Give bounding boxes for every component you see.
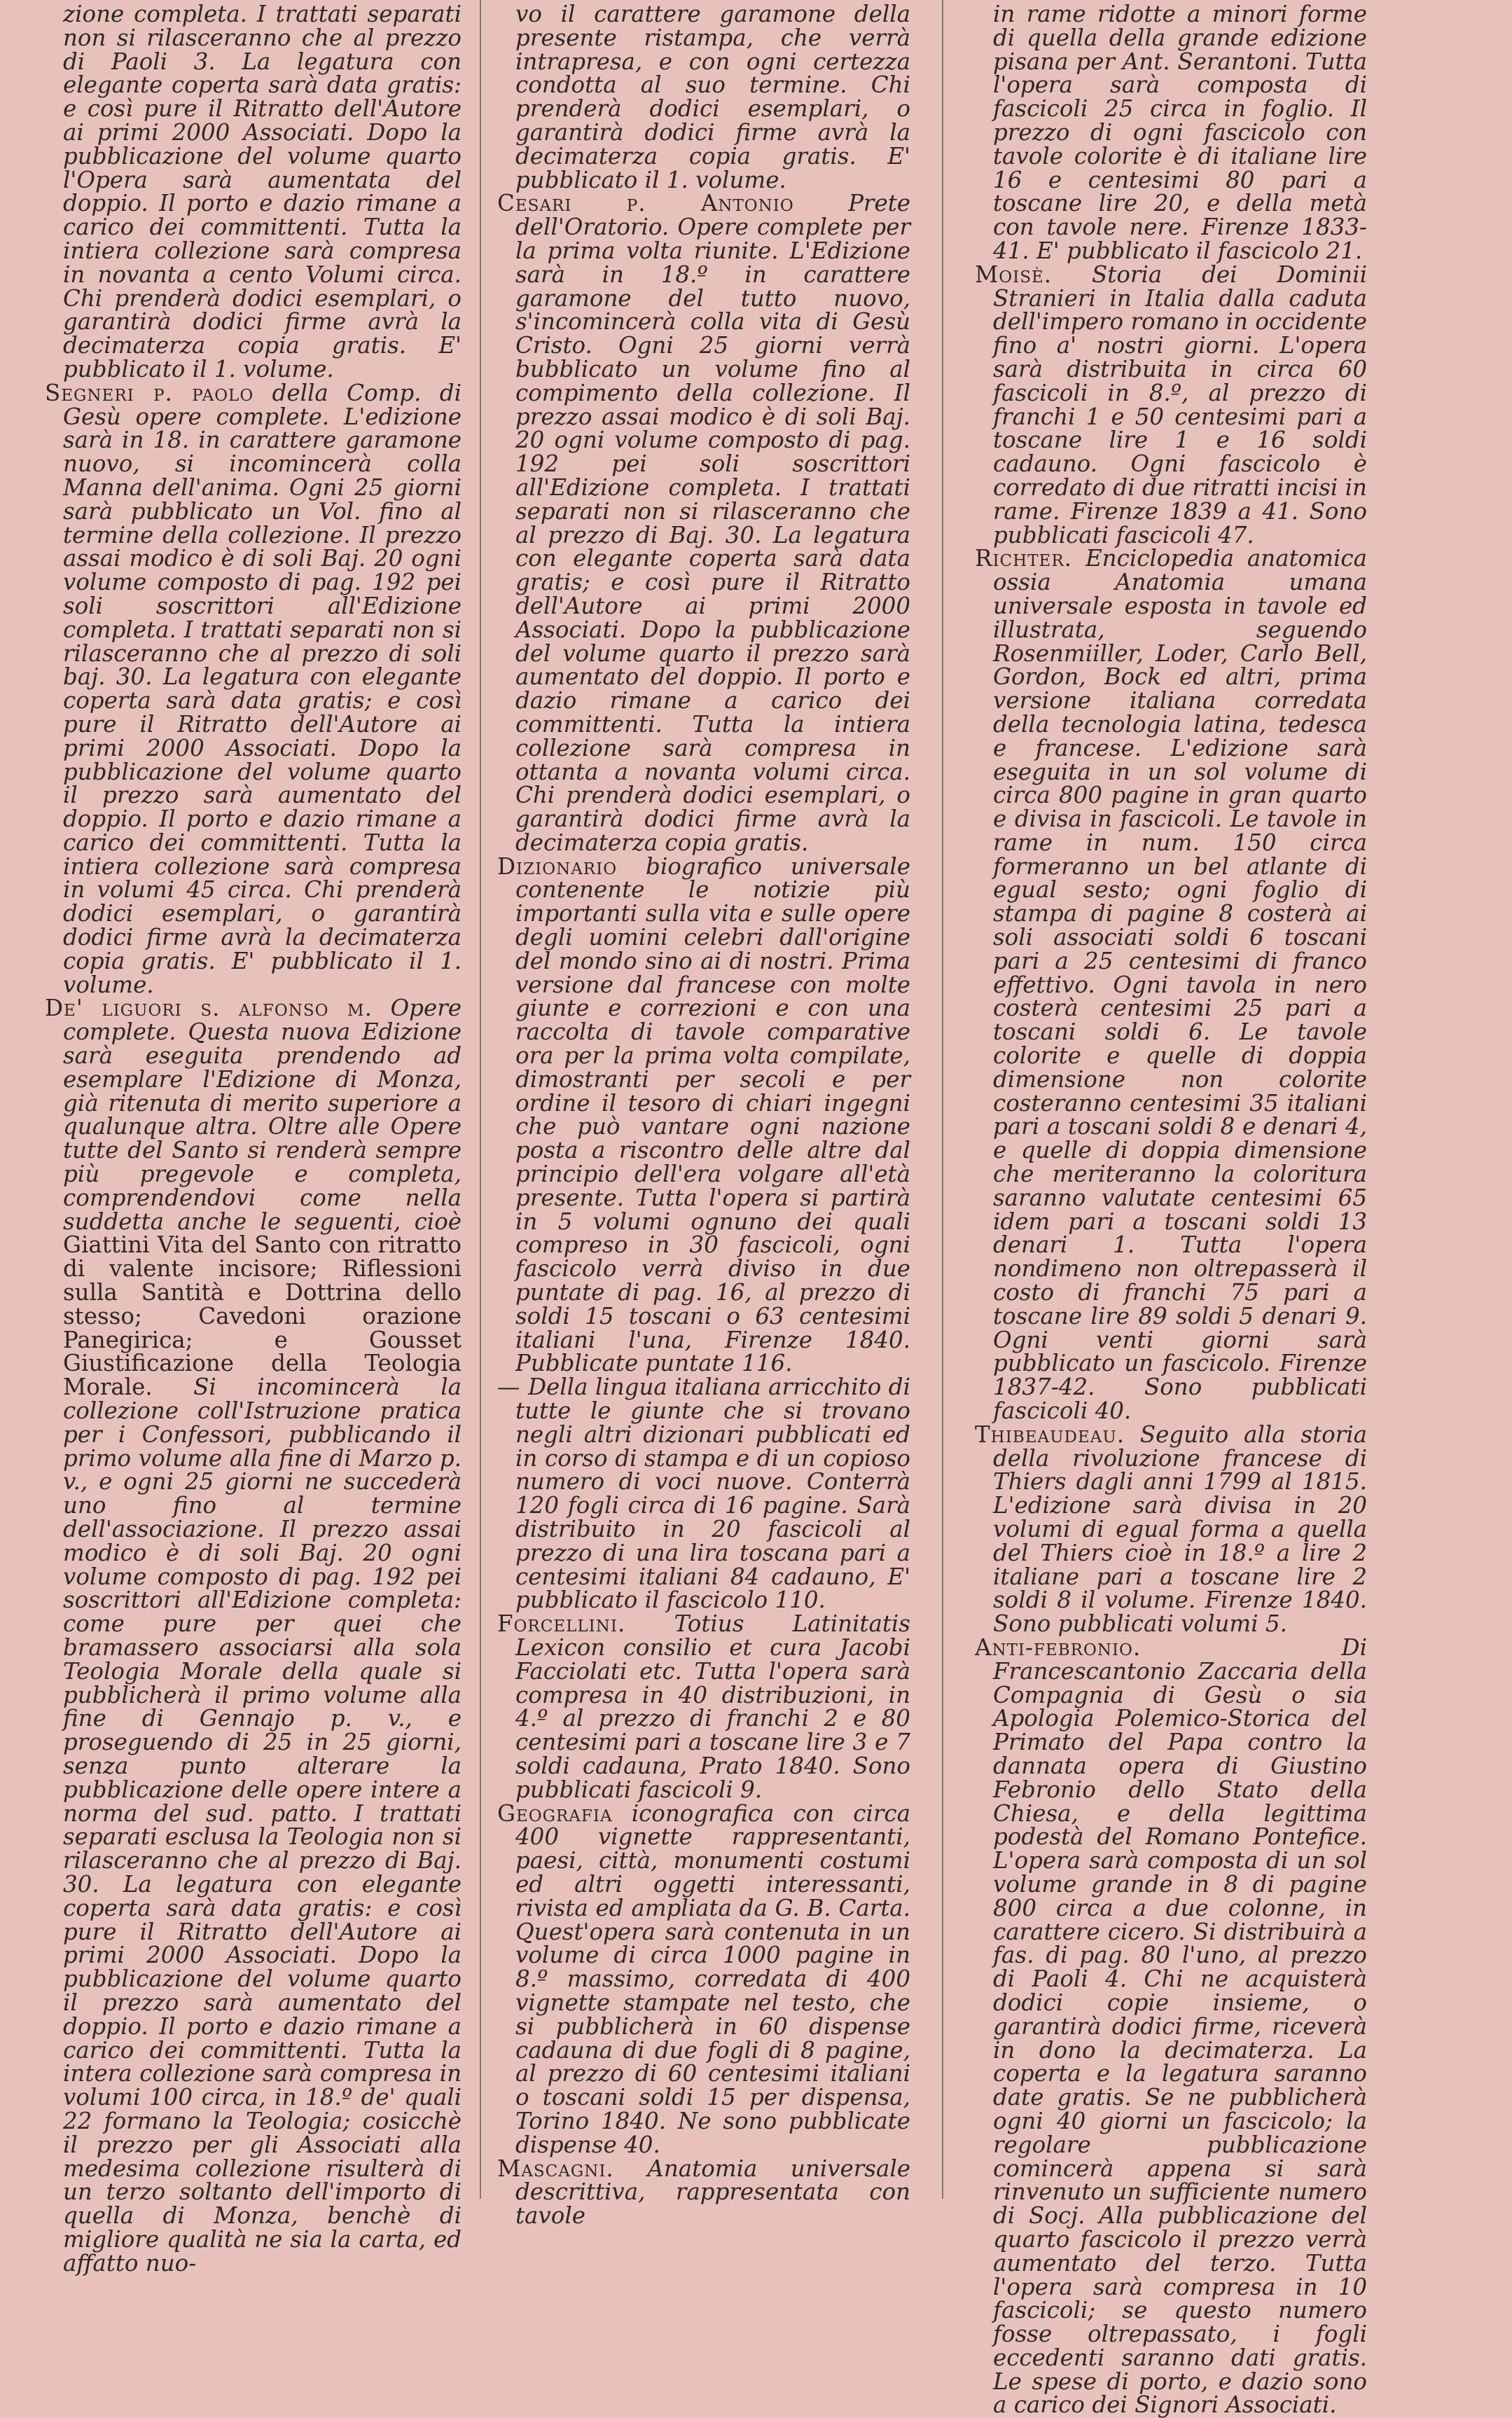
- entry-heading: Mascagni.: [497, 2155, 614, 2182]
- entry-dizionario: [497, 852, 910, 1377]
- entry-dizionario-lingua: [497, 1376, 910, 1612]
- entry-heading: De' liguori s. alfonso m.: [45, 995, 373, 1022]
- entry-richter: [975, 547, 1367, 1423]
- entry-text: Opere complete. Questa nuova Edizione sarà eseguita prendendo ad esemplare l'Edizione di Monza, già ritenuta di merito superiore a qualunque altra. Oltre alle Opere tutte del Santo si renderà sempre più pregevole e completa, comprendendovi come nella suddetta anche le seguenti, cioè: [63, 995, 462, 1235]
- entry-heading: Geografia: [497, 1799, 613, 1827]
- entry-thibeaudeau: [975, 1423, 1367, 1636]
- entry-anti-febronio: [975, 1633, 1367, 2418]
- column-right: [975, 3, 1367, 2417]
- entry-text: iconografica con circa 400 vignette rappresentanti, paesi, città, monumenti costumi ed altri oggetti interessanti, rivista ed ampliata da G. B. Carta. Quest'opera sarà contenuta in un volume di circa 1000 pagine in 8.º massimo, corredata di 400 vignette stampate nel testo, che si pubblicherà in 60 dispense cadauna di due fogli di 8 pagine, al prezzo di 60 centesimi italiani o toscani soldi 15 per dispensa, Torino 1840. Ne sono pubblicate dispense 40.: [515, 1799, 910, 2158]
- entry-text: Storia dei Dominii Stranieri in Italia dalla caduta dell'impero romano in occidente fino a' nostri giorni. L'opera sarà distribuita in circa 60 fascicoli in 8.º, al prezzo di franchi 1 e 50 centesimi pari a toscane lire 1 e 16 soldi cadauno. Ogni fascicolo è corredato di due ritratti incisi in rame. Firenze 1839 a 41. Sono pubblicati fascicoli 47.: [993, 261, 1367, 548]
- entry-cesari: [497, 192, 910, 855]
- entry-text: Seguito alla storia della rivoluzione francese di Thiers dagli anni 1799 al 1815. L'edizione sarà divisa in 20 volumi di egual forma a quella del Thiers cioè in 18.º a lire 2 italiane pari a toscane lire 2 soldi 8 il volume. Firenze 1840. Sono pubblicati volumi 5.: [993, 1421, 1367, 1638]
- column-left: [45, 3, 462, 2276]
- entry-heading: Forcellini.: [497, 1610, 626, 1638]
- column-rule: [480, 0, 481, 2199]
- entry-heading: —: [497, 1374, 521, 1401]
- entry-text-roman: Giattini Vita del Santo con ritratto di valente incisore; Riflessioni sulla Santità e Dottrina dello stesso; Cavedoni orazione Panegirica; e Gousset Giustificazione della Teologia Morale.: [63, 1231, 462, 1401]
- column-middle: [497, 3, 910, 2228]
- continued-entry: in rame ridotte a minori forme di quella della grande edizione pisana per Ant. Serantoni. Tutta l'opera sarà composta di fascicoli 25 circa in foglio. Il prezzo di ogni fascicolo con tavole colorite è di italiane lire 16 e centesimi 80 pari a toscane lire 20, e della metà con tavole nere. Firenze 1833-41. E' pubblicato il fascicolo 21.: [993, 1, 1367, 264]
- entry-heading: Thibeaudeau.: [975, 1421, 1125, 1448]
- continued-entry: zione completa. I trattati separati non si rilasceranno che al prezzo di Paoli 3. La legatura con elegante coperta sarà data gratis: e così pure il Ritratto dell'Autore ai primi 2000 Associati. Dopo la pubblicazione del volume quarto l'Opera sarà aumentata del doppio. Il porto e dazio rimane a carico dei committenti. Tutta la intiera collezione sarà compresa in novanta a cento Volumi circa. Chi prenderà dodici esemplari, o garantirà dodici firme avrà la decimaterza copia gratis. E' pubblicato il 1. volume.: [63, 1, 462, 382]
- entry-text: Totius Latinitatis Lexicon consilio et cura Jacobi Facciolati etc. Tutta l'opera sarà compresa in 40 distribuzioni, in 4.º al prezzo di franchi 2 e 80 centesimi pari a toscane lire 3 e 7 soldi cadauna, Prato 1840. Sono pubblicati fascicoli 9.: [515, 1610, 910, 1803]
- entry-text: della Comp. di Gesù opere complete. L'edizione sarà in 18. in carattere garamone nuovo, si incomincerà colla Manna dell'anima. Ogni 25 giorni sarà pubblicato un Vol. fino al termine della collezione. Il prezzo assai modico è di soli Baj. 20 ogni volume composto di pag. 192 pei soli soscrittori all'Edizione completa. I trattati separati non si rilasceranno che al prezzo di soli baj. 30. La legatura con elegante coperta sarà data gratis; e così pure il Ritratto dell'Autore ai primi 2000 Associati. Dopo la pubblicazione del volume quarto il prezzo sarà aumentato del doppio. Il porto e dazio rimane a carico dei committenti. Tutta la intiera collezione sarà compresa in volumi 45 circa. Chi prenderà dodici esemplari, o garantirà dodici firme avrà la decimaterza copia gratis. E' pubblicato il 1. volume.: [63, 379, 462, 998]
- entry-text: Anatomia universale descrittiva, rappresentata con tavole: [515, 2155, 910, 2230]
- entry-text: biografico universale contenente le notizie più importanti sulla vita e sulle opere degli uomini celebri dall'origine del mondo sino ai di nostri. Prima versione dal francese con molte giunte e correzioni e con una raccolta di tavole comparative ora per la prima volta compilate, dimostranti per secoli e per ordine il tesoro di chiari ingegni che può vantare ogni nazione posta a riscontro delle altre dal principio dell'era volgare all'età presente. Tutta l'opera si partirà in 5 volumi ognuno dei quali compreso in 30 fascicoli, ogni fascicolo verrà diviso in due puntate di pag. 16, al prezzo di soldi 15 toscani o 63 centesimi italiani l'una, Firenze 1840. Pubblicate puntate 116.: [515, 852, 910, 1377]
- entry-text: Enciclopedia anatomica ossia Anatomia umana universale esposta in tavole ed illustrata, seguendo Rosenmiiller, Loder, Carlo Bell, Gordon, Bock ed altri, prima versione italiana corredata della tecnologia latina, tedesca e francese. L'edizione sarà eseguita in un sol volume di circa 800 pagine in gran quarto e divisa in fascicoli. Le tavole in rame in num. 150 circa formeranno un bel atlante di egual sesto; ogni foglio di stampa di pagine 8 costerà ai soli associati soldi 6 toscani pari a 25 centesimi di franco effettivo. Ogni tavola in nero costerà centesimi 25 pari a toscani soldi 6. Le tavole colorite e quelle di doppia dimensione non colorite costeranno centesimi 35 italiani pari a toscani soldi 8 e denari 4, e quelle di doppia dimensione che meriteranno la coloritura saranno valutate centesimi 65 idem pari a toscani soldi 13 denari 1. Tutta l'opera nondimeno non oltrepasserà il costo di franchi 75 pari a toscane lire 89 soldi 5 denari 9. Ogni venti giorni sarà pubblicato un fascicolo. Firenze 1837-42. Sono pubblicati fascicoli 40.: [993, 545, 1367, 1425]
- entry-segneri: [45, 379, 462, 998]
- entry-mascagni: [497, 2157, 910, 2228]
- entry-heading: Cesari p. Antonio: [497, 190, 794, 217]
- entry-text: Prete dell'Oratorio. Opere complete per la prima volta riunite. L'Edizione sarà in 18.º in carattere garamone del tutto nuovo, s'incomincerà colla vita di Gesù Cristo. Ogni 25 giorni verrà bubblicato un volume fino al compimento della collezione. Il prezzo assai modico è di soli Baj. 20 ogni volume composto di pag. 192 pei soli soscrittori all'Edizione completa. I trattati separati non si rilasceranno che al prezzo di Baj. 30. La legatura con elegante coperta sarà data gratis; e così pure il Ritratto dell'Autore ai primi 2000 Associati. Dopo la pubblicazione del volume quarto il prezzo sarà aumentato del doppio. Il porto e dazio rimane a carico dei committenti. Tutta la intiera collezione sarà compresa in ottanta a novanta volumi circa. Chi prenderà dodici esemplari, o garantirà dodici firme avrà la decimaterza copia gratis.: [515, 190, 910, 856]
- entry-text: Della lingua italiana arricchito di tutte le giunte che si trovano negli altri dizionari pubblicati ed in corso di stampa e di un copioso numero di voci nuove. Conterrà 120 fogli circa di 16 pagine. Sarà distribuito in 20 fascicoli al prezzo di una lira toscana pari a centesimi italiani 84 cadauno, E' pubblicato il fascicolo 110.: [515, 1374, 910, 1614]
- entry-de-liguori: [45, 997, 462, 2275]
- entry-moise: [975, 263, 1367, 548]
- entry-heading: Dizionario: [497, 852, 618, 880]
- entry-heading: Moisè.: [975, 261, 1053, 288]
- column-rule: [942, 0, 943, 2199]
- entry-text: Di Francescantonio Zaccaria della Compagnia di Gesù o sia Apologia Polemico-Storica del Primato del Papa contro la dannata opera di Giustino Febronio dello Stato della Chiesa, e della legittima podestà del Romano Pontefice. L'opera sarà composta di un sol volume grande in 8 di pagine 800 circa a due colonne, in carattere cicero. Si distribuirà a fas. di pag. 80 l'uno, al prezzo di Paoli 4. Chi ne acquisterà dodici copie insieme, o garantirà dodici firme, riceverà in dono la decimaterza. La coperta e la legatura saranno date gratis. Se ne pubblicherà ogni 40 giorni un fascicolo; la regolare pubblicazione comincerà appena si sarà rinvenuto un sufficiente numero di Socj. Alla pubblicazione del quarto fascicolo il prezzo verrà aumentato del terzo. Tutta l'opera sarà compresa in 10 fascicoli; se questo numero fosse oltrepassato, i fogli eccedenti saranno dati gratis. Le spese di porto, e dazio sono a carico dei Signori Associati.: [993, 1633, 1367, 2418]
- entry-forcellini: [497, 1612, 910, 1802]
- entry-heading: Segneri p. paolo: [45, 379, 254, 406]
- entry-heading: Anti-febronio.: [975, 1633, 1142, 1661]
- continued-entry: vo il carattere garamone della presente ristampa, che verrà intrapresa, e con ogni certezza condotta al suo termine. Chi prenderà dodici esemplari, o garantirà dodici firme avrà la decimaterza copia gratis. E' pubblicato il 1. volume.: [515, 1, 910, 193]
- entry-heading: Richter.: [975, 545, 1072, 572]
- entry-geografia: [497, 1799, 910, 2158]
- entry-text: Si incomincerà la collezione coll'Istruzione pratica per i Confessori, pubblicando il primo volume alla fine di Marzo p. v., e ogni 25 giorni ne succederà uno fino al termine dell'associazione. Il prezzo assai modico è di soli Baj. 20 ogni volume composto di pag. 192 pei soscrittori all'Edizione completa: come pure per quei che bramassero associarsi alla sola Teologia Morale della quale si pubblicherà il primo volume alla fine di Gennajo p. v., e proseguendo di 25 in 25 giorni, senza punto alterare la pubblicazione delle opere intere a norma del sud. patto. I trattati separati esclusa la Teologia non si rilasceranno che al prezzo di Baj. 30. La legatura con elegante coperta sarà data gratis: e così pure il Ritratto dell'Autore ai primi 2000 Associati. Dopo la pubblicazione del volume quarto il prezzo sarà aumentato del doppio. Il porto e dazio rimane a carico dei committenti. Tutta la intera collezione sarà compresa in volumi 100 circa, in 18.º de' quali 22 formano la Teologia; cosicchè il prezzo per gli Associati alla medesima collezione risulterà di un terzo soltanto dell'importo di quella di Monza, benchè di migliore qualità ne sia la carta, ed affatto nuo-: [63, 1374, 462, 2277]
